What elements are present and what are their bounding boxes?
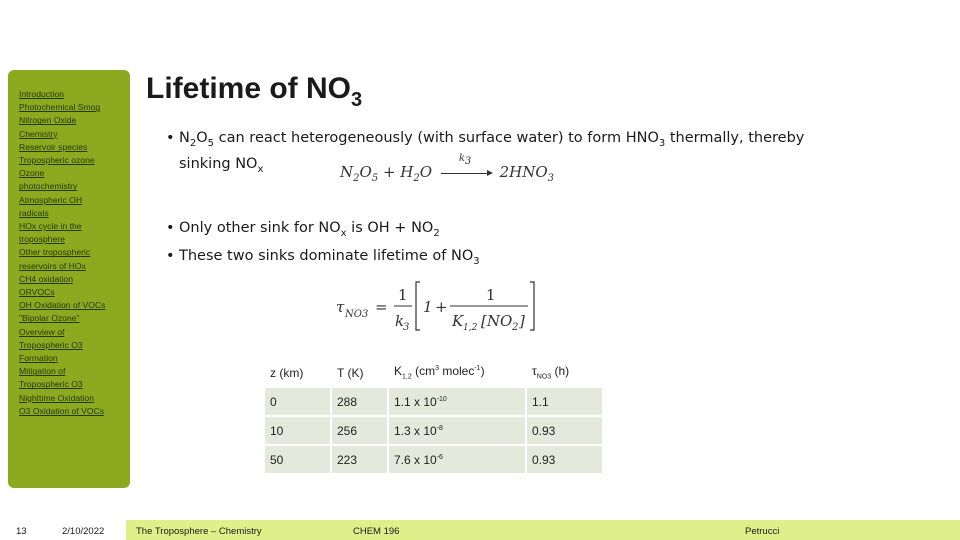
title-text: Lifetime of NO (146, 72, 352, 105)
bullet-text: thermally, thereby (665, 130, 805, 146)
header-tau (527, 359, 602, 386)
sidebar-link-mitigation-of[interactable]: Mitigation of (19, 366, 66, 377)
arrow-line (441, 173, 491, 174)
cell-z: 50 (265, 446, 330, 473)
sidebar-link-ozone[interactable]: Ozone (19, 168, 45, 179)
sidebar-link-reservoirs-hox[interactable]: reservoirs of HOx (19, 260, 86, 271)
header-k-sup: -1 (474, 365, 481, 373)
sidebar-link-bipolar-ozone[interactable]: "Bipolar Ozone" (19, 313, 80, 324)
bullet-text: O (196, 130, 208, 146)
sidebar-link-ch4-oxidation[interactable]: CH4 oxidation (19, 273, 73, 284)
sidebar-link-nitrogen-oxide[interactable]: Nitrogen Oxide (19, 115, 77, 126)
one-term: 1 (423, 298, 433, 316)
cell-t: 288 (332, 388, 387, 415)
slide-title (146, 72, 362, 112)
header-k-sub: 1,2 (402, 373, 412, 381)
cell-k-exponent: -6 (436, 453, 443, 461)
k3-subscript: 3 (403, 322, 410, 333)
sidebar-link-photochemistry[interactable]: photochemistry (19, 181, 78, 192)
sidebar-link-oh-oxidation-vocs[interactable]: OH Oxidation of VOCs (19, 300, 106, 311)
sidebar-link-overview-of[interactable]: Overview of (19, 326, 65, 337)
bullet-sub: 3 (658, 137, 666, 149)
cell-tau: 0.93 (527, 446, 602, 473)
footer-author: Petrucci (745, 526, 780, 537)
bullet-sub: 5 (207, 137, 215, 149)
sidebar-link-tropospheric-o3-2[interactable]: Tropospheric O3 (19, 379, 83, 390)
k3-symbol: k (395, 312, 405, 330)
reaction-equation (340, 153, 555, 184)
rate-constant (459, 153, 471, 167)
sidebar-link-nighttime-oxidation[interactable]: Nighttime Oxidation (19, 392, 94, 403)
sidebar-link-photochemical-smog[interactable]: Photochemical Smog (19, 102, 101, 113)
sidebar-link-introduction[interactable]: Introduction (19, 89, 64, 99)
sidebar-link-tropospheric-ozone[interactable]: Tropospheric ozone (19, 155, 95, 166)
sidebar-link-chemistry[interactable]: Chemistry (19, 128, 58, 139)
footer-course: CHEM 196 (353, 526, 400, 537)
eq-text: + H (378, 163, 414, 181)
bullet-dot: • (166, 220, 175, 236)
cell-k (389, 446, 525, 473)
eq-sub: 2 (413, 173, 420, 184)
tau-subscript: NO3 (345, 309, 369, 320)
eq-text: N (340, 163, 354, 181)
eq-text: O (419, 163, 433, 181)
bullet-sub: 2 (189, 137, 197, 149)
numerator-one: 1 (398, 286, 408, 304)
sidebar-link-radicals[interactable]: radicals (19, 207, 49, 218)
bullet-dot: • (166, 247, 175, 264)
cell-k-mantissa: 1.3 x 10 (394, 423, 437, 438)
k12-subscript: 1,2 (463, 323, 478, 333)
header-t: T (K) (332, 359, 387, 386)
lifetime-equation (336, 280, 536, 334)
slide-footer (0, 520, 960, 540)
table-row (265, 388, 602, 415)
cell-z: 10 (265, 417, 330, 444)
right-bracket (530, 282, 534, 330)
header-tau-text: (h) (551, 364, 570, 379)
footer-topic: The Troposphere – Chemistry (136, 526, 262, 537)
cell-tau: 1.1 (527, 388, 602, 415)
inner-numerator-one: 1 (486, 286, 496, 304)
eq-text: 2HNO (499, 163, 548, 181)
bullet-sub: 2 (433, 227, 440, 239)
cell-t: 256 (332, 417, 387, 444)
rate-symbol: k (458, 153, 465, 164)
eq-sub: 5 (371, 173, 379, 184)
table-header-row (265, 359, 602, 386)
header-k-text: ) (480, 364, 485, 379)
sidebar-link-orvocs[interactable]: ORVOCs (19, 287, 55, 298)
bullet-oh-sink (166, 218, 480, 272)
eq-text: O (359, 163, 372, 181)
no2-close: ] (519, 312, 525, 330)
bullet-text: can react heterogeneously (with surface water) to form HNO (214, 130, 659, 146)
sidebar-link-reservoir-species[interactable]: Reservoir species (19, 141, 88, 152)
header-k-sup: 3 (435, 365, 439, 373)
sidebar-link-other-tropospheric[interactable]: Other tropospheric (19, 247, 91, 258)
bullet-text: sinking NO (179, 155, 258, 172)
table-row (265, 417, 602, 444)
no2-symbol: [NO (481, 312, 513, 330)
sidebar-link-atmospheric-oh[interactable]: Atmospheric OH (19, 194, 83, 205)
slide-number: 13 (16, 526, 27, 537)
header-z: z (km) (265, 359, 330, 386)
eq-sub: 2 (353, 173, 360, 184)
bullet-dot: • (166, 130, 175, 146)
bullet-sub: x (257, 163, 264, 175)
title-subscript: 3 (351, 89, 363, 111)
cell-k (389, 417, 525, 444)
header-k (389, 359, 525, 386)
bullet-text: Only other sink for NO (179, 220, 341, 236)
sidebar-link-o3-oxidation-vocs[interactable]: O3 Oxidation of VOCs (19, 405, 105, 416)
header-k-text: (cm (411, 364, 436, 379)
footer-date: 2/10/2022 (62, 526, 105, 537)
reaction-arrow (437, 153, 495, 181)
sidebar-link-formation[interactable]: Formation (19, 353, 58, 364)
cell-k-mantissa: 1.1 x 10 (394, 394, 437, 409)
header-tau-text: τ (532, 364, 537, 379)
header-k-text: molec (438, 364, 475, 379)
bullet-sub: x (340, 227, 347, 239)
bullet-sub: 3 (473, 255, 480, 267)
cell-t: 223 (332, 446, 387, 473)
cell-tau: 0.93 (527, 417, 602, 444)
rate-sub: 3 (464, 156, 472, 167)
bullet-text: is OH + NO (346, 220, 434, 236)
eq-sub: 3 (547, 173, 555, 184)
bullet-text: These two sinks dominate lifetime of NO (179, 247, 474, 264)
cell-k (389, 388, 525, 415)
equals-sign: = (375, 298, 388, 316)
sidebar-link-troposphere[interactable]: troposphere (19, 234, 65, 245)
header-k-text: K (394, 364, 403, 379)
cell-k-mantissa: 7.6 x 10 (394, 452, 437, 467)
sidebar-link-tropospheric-o3[interactable]: Tropospheric O3 (19, 339, 83, 350)
k12-symbol: K (452, 312, 464, 330)
cell-k-exponent: -10 (436, 395, 447, 403)
tau-symbol: τ (336, 298, 345, 316)
lifetime-table (263, 357, 604, 475)
left-bracket (416, 282, 420, 330)
bullet-text: N (179, 130, 190, 146)
cell-z: 0 (265, 388, 330, 415)
plus-sign: + (435, 298, 448, 316)
sidebar-nav (8, 70, 130, 488)
cell-k-exponent: -8 (436, 424, 443, 432)
table-row (265, 446, 602, 473)
header-tau-sub: NO3 (536, 373, 552, 381)
no2-subscript: 2 (512, 322, 519, 333)
sidebar-link-hox-cycle[interactable]: HOx cycle in the (19, 221, 82, 232)
